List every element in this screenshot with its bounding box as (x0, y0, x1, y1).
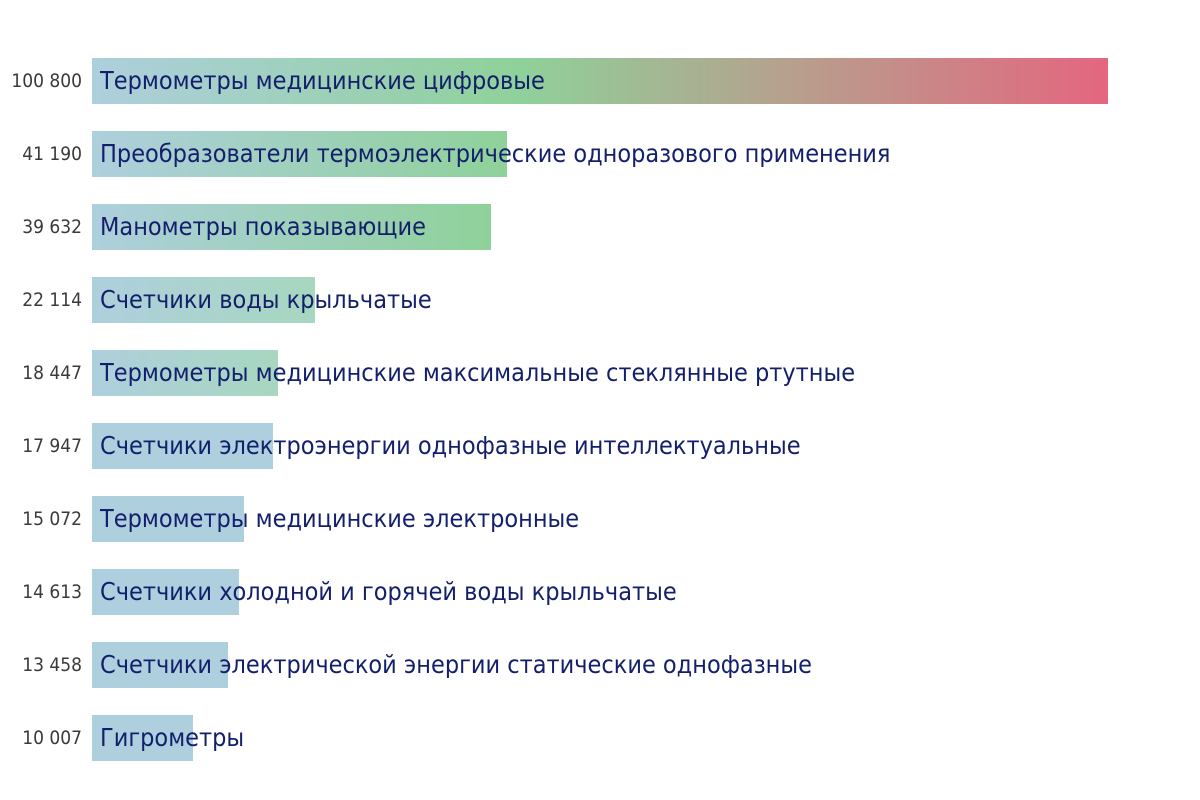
bar-category-label: Счетчики электрической энергии статические однофазные (100, 649, 812, 679)
bar-value-label: 41 190 (22, 142, 82, 165)
bar-value-label: 13 458 (22, 653, 82, 676)
bar-value-label: 100 800 (11, 69, 82, 92)
bar-category-label: Счетчики электроэнергии однофазные интеллектуальные (100, 430, 801, 460)
bar-category-label: Счетчики холодной и горячей воды крыльчатые (100, 576, 677, 606)
bar-row (0, 117, 1200, 190)
bar-row (0, 190, 1200, 263)
bar-category-label: Гигрометры (100, 722, 245, 752)
bar-value-label: 10 007 (22, 726, 82, 749)
bar-track (92, 350, 1200, 396)
bar-track (92, 642, 1200, 688)
bar-track (92, 423, 1200, 469)
bar-row (0, 44, 1200, 117)
bar-value-label: 18 447 (22, 361, 82, 384)
bar-row (0, 263, 1200, 336)
bar-value-label: 39 632 (22, 215, 82, 238)
bar-category-label: Термометры медицинские электронные (100, 503, 580, 533)
bar-track (92, 58, 1200, 104)
bar-category-label: Термометры медицинские цифровые (100, 65, 545, 95)
bar-row (0, 628, 1200, 701)
bar-value-label: 22 114 (22, 288, 82, 311)
bar-value-label: 15 072 (22, 507, 82, 530)
bar-row (0, 701, 1200, 774)
bar-value-label: 17 947 (22, 434, 82, 457)
bar-track (92, 131, 1200, 177)
bar-category-label: Преобразователи термоэлектрические одноразового применения (100, 138, 891, 168)
bar-track (92, 204, 1200, 250)
bar-track (92, 277, 1200, 323)
bar-row (0, 482, 1200, 555)
bar-row (0, 409, 1200, 482)
bar-track (92, 496, 1200, 542)
bar-category-label: Термометры медицинские максимальные стеклянные ртутные (100, 357, 856, 387)
bar-value-label: 14 613 (22, 580, 82, 603)
bar-category-label: Счетчики воды крыльчатые (100, 284, 432, 314)
bar-track (92, 569, 1200, 615)
bar-category-label: Манометры показывающие (100, 211, 426, 241)
bar-track (92, 715, 1200, 761)
bar-row (0, 555, 1200, 628)
bar-row (0, 336, 1200, 409)
